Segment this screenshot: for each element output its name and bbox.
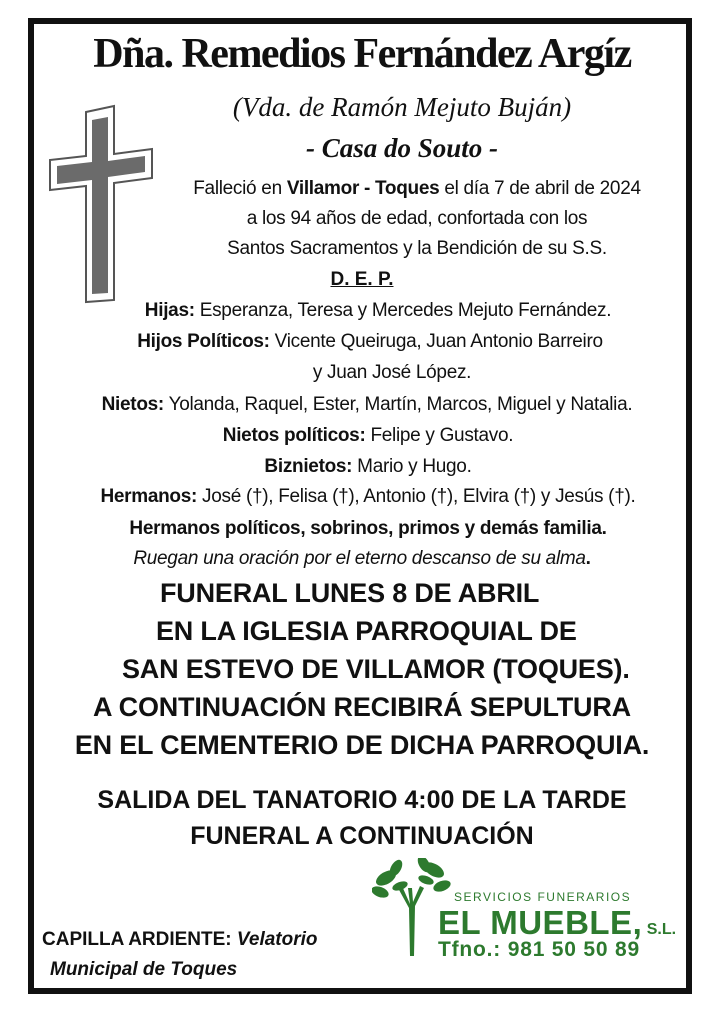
death-line-2: a los 94 años de edad, confortada con los	[246, 208, 588, 229]
funeral-line-1: FUNERAL LUNES 8 DE ABRIL	[160, 578, 540, 608]
funeral-line-3: SAN ESTEVO DE VILLAMOR (TOQUES).	[122, 654, 630, 684]
death-line-3: Santos Sacramentos y la Bendición de su S.S.	[227, 238, 607, 259]
hermanos-politicos-line: Hermanos políticos, sobrinos, primos y demás familia.	[129, 518, 607, 539]
funeral-line-4: A CONTINUACIÓN RECIBIRÁ SEPULTURA	[93, 692, 631, 722]
salida-line-2: FUNERAL A CONTINUACIÓN	[190, 822, 534, 850]
hijos-politicos-line-1: Hijos Políticos: Vicente Queiruga, Juan Antonio Barreiro	[137, 331, 603, 352]
ruegan-line: Ruegan una oración por el eterno descanso de su alma.	[133, 548, 591, 569]
funeral-home-logo	[372, 858, 684, 968]
logo-services-text: SERVICIOS FUNERARIOS	[454, 890, 632, 904]
funeral-line-2: EN LA IGLESIA PARROQUIAL DE	[156, 616, 577, 646]
dep-heading: D. E. P.	[330, 269, 394, 290]
death-line-1: Falleció en Villamor - Toques el día 7 de abril de 2024	[193, 178, 641, 199]
hijas-line: Hijas: Esperanza, Teresa y Mercedes Mejuto Fernández.	[144, 300, 612, 321]
nietos-politicos-line: Nietos políticos: Felipe y Gustavo.	[222, 425, 514, 446]
funeral-line-5: EN EL CEMENTERIO DE DICHA PARROQUIA.	[74, 730, 650, 760]
salida-line-1: SALIDA DEL TANATORIO 4:00 DE LA TARDE	[97, 786, 627, 814]
deceased-name: Dña. Remedios Fernández Argíz	[93, 31, 631, 77]
capilla-line-1: CAPILLA ARDIENTE: Velatorio	[42, 929, 318, 950]
hermanos-line: Hermanos: José (†), Felisa (†), Antonio (†), Elvira (†) y Jesús (†).	[100, 486, 636, 507]
widow-of: (Vda. de Ramón Mejuto Buján)	[232, 92, 572, 122]
nietos-line: Nietos: Yolanda, Raquel, Ester, Martín, Marcos, Miguel y Natalia.	[101, 394, 633, 415]
logo-company-name: EL MUEBLE, S.L.	[438, 904, 677, 941]
biznietos-line: Biznietos: Mario y Hugo.	[264, 456, 472, 477]
capilla-line-2: Municipal de Toques	[50, 959, 238, 980]
house-name: - Casa do Souto -	[305, 133, 499, 163]
logo-phone: Tfno.: 981 50 50 89	[438, 938, 640, 961]
hijos-politicos-line-2: y Juan José López.	[312, 362, 472, 383]
capilla-ardiente	[42, 925, 318, 985]
